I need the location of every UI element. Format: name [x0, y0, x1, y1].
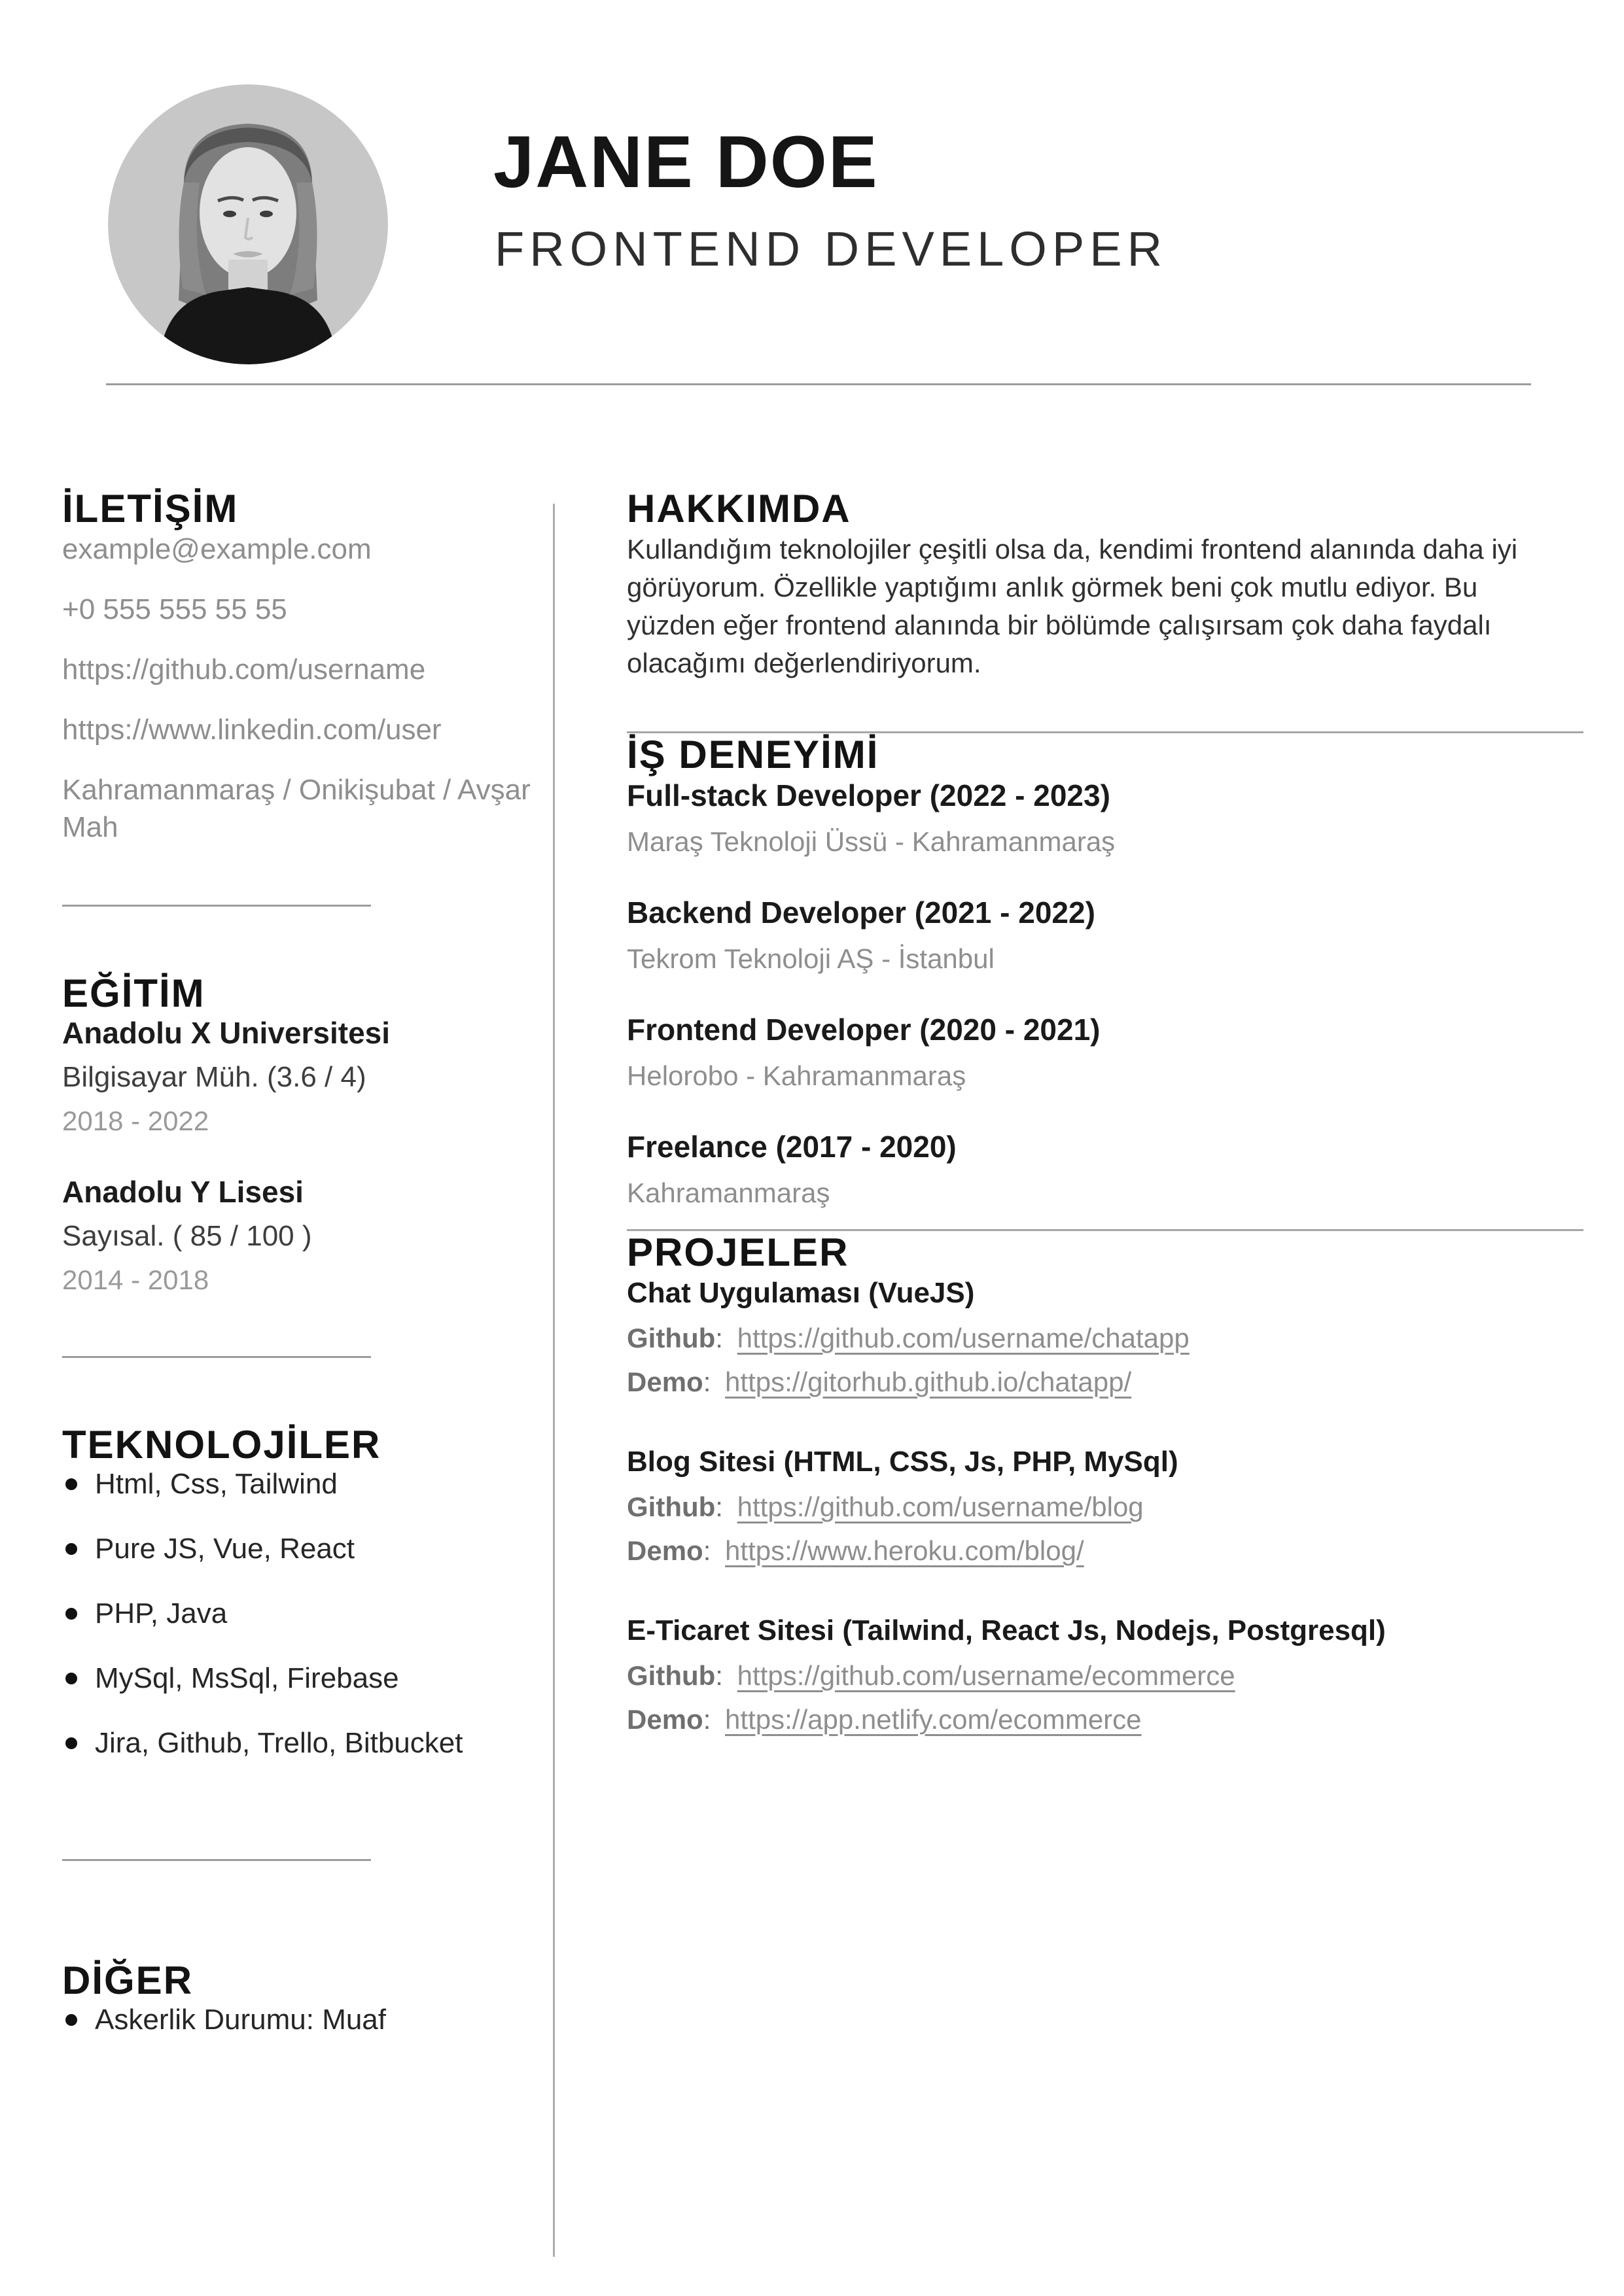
technologies-heading: TEKNOLOJİLER	[62, 1423, 381, 1467]
other-item: Askerlik Durumu: Muaf	[95, 2004, 387, 2036]
experience-entry	[627, 776, 1583, 860]
technology-item: PHP, Java	[95, 1597, 228, 1629]
column-divider	[553, 504, 555, 2257]
list-item	[62, 1531, 546, 1567]
bullet-icon	[65, 1478, 77, 1490]
project-demo-link[interactable]: https://app.netlify.com/ecommerce	[725, 1704, 1142, 1735]
project-github-line	[627, 1319, 1583, 1357]
project-title: E-Ticaret Sitesi (Tailwind, React Js, Nodejs, Postgresql)	[627, 1614, 1386, 1646]
section-divider	[62, 905, 371, 907]
education-entry	[62, 1015, 546, 1138]
project-entry	[627, 1274, 1583, 1400]
contact-github-url: https://github.com/username	[62, 653, 426, 686]
project-entry	[627, 1443, 1583, 1569]
other-heading: DİĞER	[62, 1958, 194, 2002]
demo-label: Demo	[627, 1366, 703, 1397]
experience-heading: İŞ DENEYİMİ	[627, 733, 879, 776]
job-organization: Tekrom Teknoloji AŞ - İstanbul	[627, 943, 995, 974]
contact-address: Kahramanmaraş / Onikişubat / Avşar Mah	[62, 774, 531, 843]
profile-photo	[108, 84, 388, 364]
about-text: Kullandığım teknolojiler çeşitli olsa da, kendimi frontend alanında daha iyi görüyorum. Özellikle yaptığımı anlık görmek beni çok mutlu ediyor. Bu yüzden eğer frontend alanında bir bölümde çalışırsam çok daha faydalı olacağımı değerlendiriyorum.	[627, 534, 1518, 678]
education-years: 2014 - 2018	[62, 1264, 209, 1295]
project-demo-link[interactable]: https://gitorhub.github.io/chatapp/	[725, 1366, 1132, 1397]
contact-email: example@example.com	[62, 533, 372, 565]
other-list	[62, 2002, 546, 2038]
technology-item: MySql, MsSql, Firebase	[95, 1662, 399, 1694]
project-title: Blog Sitesi (HTML, CSS, Js, PHP, MySql)	[627, 1446, 1178, 1478]
project-github-link[interactable]: https://github.com/username/chatapp	[737, 1323, 1190, 1353]
project-demo-line	[627, 1532, 1583, 1569]
education-years: 2018 - 2022	[62, 1105, 209, 1136]
education-degree: Sayısal. ( 85 / 100 )	[62, 1220, 312, 1252]
section-divider	[62, 1859, 371, 1861]
experience-entry	[627, 1011, 1583, 1094]
project-entry	[627, 1612, 1583, 1738]
experience-entry	[627, 1128, 1583, 1211]
bullet-icon	[65, 1608, 77, 1620]
project-github-line	[627, 1657, 1583, 1694]
job-organization: Kahramanmaraş	[627, 1177, 830, 1208]
about-heading: HAKKIMDA	[627, 487, 851, 531]
label-separator: :	[703, 1366, 719, 1397]
education-school: Anadolu Y Lisesi	[62, 1175, 304, 1209]
job-title: Full-stack Developer (2022 - 2023)	[627, 778, 1110, 812]
project-github-link[interactable]: https://github.com/username/blog	[737, 1491, 1144, 1522]
sidebar	[62, 487, 546, 2067]
education-school: Anadolu X Universitesi	[62, 1016, 391, 1050]
demo-label: Demo	[627, 1704, 703, 1735]
project-demo-line	[627, 1701, 1583, 1738]
list-item	[62, 1726, 546, 1761]
project-github-line	[627, 1488, 1583, 1525]
portrait-illustration	[108, 84, 388, 364]
list-item	[62, 1661, 546, 1696]
list-item	[62, 2002, 546, 2038]
job-organization: Maraş Teknoloji Üssü - Kahramanmaraş	[627, 826, 1116, 857]
demo-label: Demo	[627, 1535, 703, 1566]
main-content	[627, 487, 1583, 1781]
project-demo-line	[627, 1363, 1583, 1400]
education-heading: EĞİTİM	[62, 971, 205, 1015]
bullet-icon	[65, 1673, 77, 1684]
label-separator: :	[703, 1704, 719, 1735]
education-degree: Bilgisayar Müh. (3.6 / 4)	[62, 1061, 366, 1093]
header-divider	[106, 383, 1531, 385]
projects-heading: PROJELER	[627, 1230, 849, 1274]
label-separator: :	[715, 1323, 731, 1353]
experience-entry	[627, 894, 1583, 977]
technology-item: Html, Css, Tailwind	[95, 1468, 338, 1500]
contact-heading: İLETİŞİM	[62, 487, 239, 531]
bullet-icon	[65, 1737, 77, 1749]
github-label: Github	[627, 1323, 716, 1353]
github-label: Github	[627, 1491, 716, 1522]
section-divider	[62, 1356, 371, 1358]
technology-item: Pure JS, Vue, React	[95, 1533, 355, 1565]
person-title: FRONTEND DEVELOPER	[495, 222, 1168, 276]
bullet-icon	[65, 2014, 77, 2026]
contact-phone: +0 555 555 55 55	[62, 593, 287, 625]
technology-item: Jira, Github, Trello, Bitbucket	[95, 1727, 463, 1759]
bullet-icon	[65, 1543, 77, 1555]
label-separator: :	[703, 1535, 719, 1566]
project-title: Chat Uygulaması (VueJS)	[627, 1277, 975, 1309]
person-name: JANE DOE	[493, 121, 879, 203]
technologies-list	[62, 1467, 546, 1761]
project-demo-link[interactable]: https://www.heroku.com/blog/	[725, 1535, 1084, 1566]
job-organization: Helorobo - Kahramanmaraş	[627, 1060, 966, 1091]
job-title: Freelance (2017 - 2020)	[627, 1130, 957, 1164]
job-title: Frontend Developer (2020 - 2021)	[627, 1013, 1101, 1047]
github-label: Github	[627, 1660, 716, 1691]
job-title: Backend Developer (2021 - 2022)	[627, 896, 1095, 930]
label-separator: :	[715, 1660, 731, 1691]
contact-linkedin-url: https://www.linkedin.com/user	[62, 714, 442, 746]
project-github-link[interactable]: https://github.com/username/ecommerce	[737, 1660, 1235, 1691]
label-separator: :	[715, 1491, 731, 1522]
list-item	[62, 1596, 546, 1631]
education-entry	[62, 1174, 546, 1297]
list-item	[62, 1467, 546, 1502]
